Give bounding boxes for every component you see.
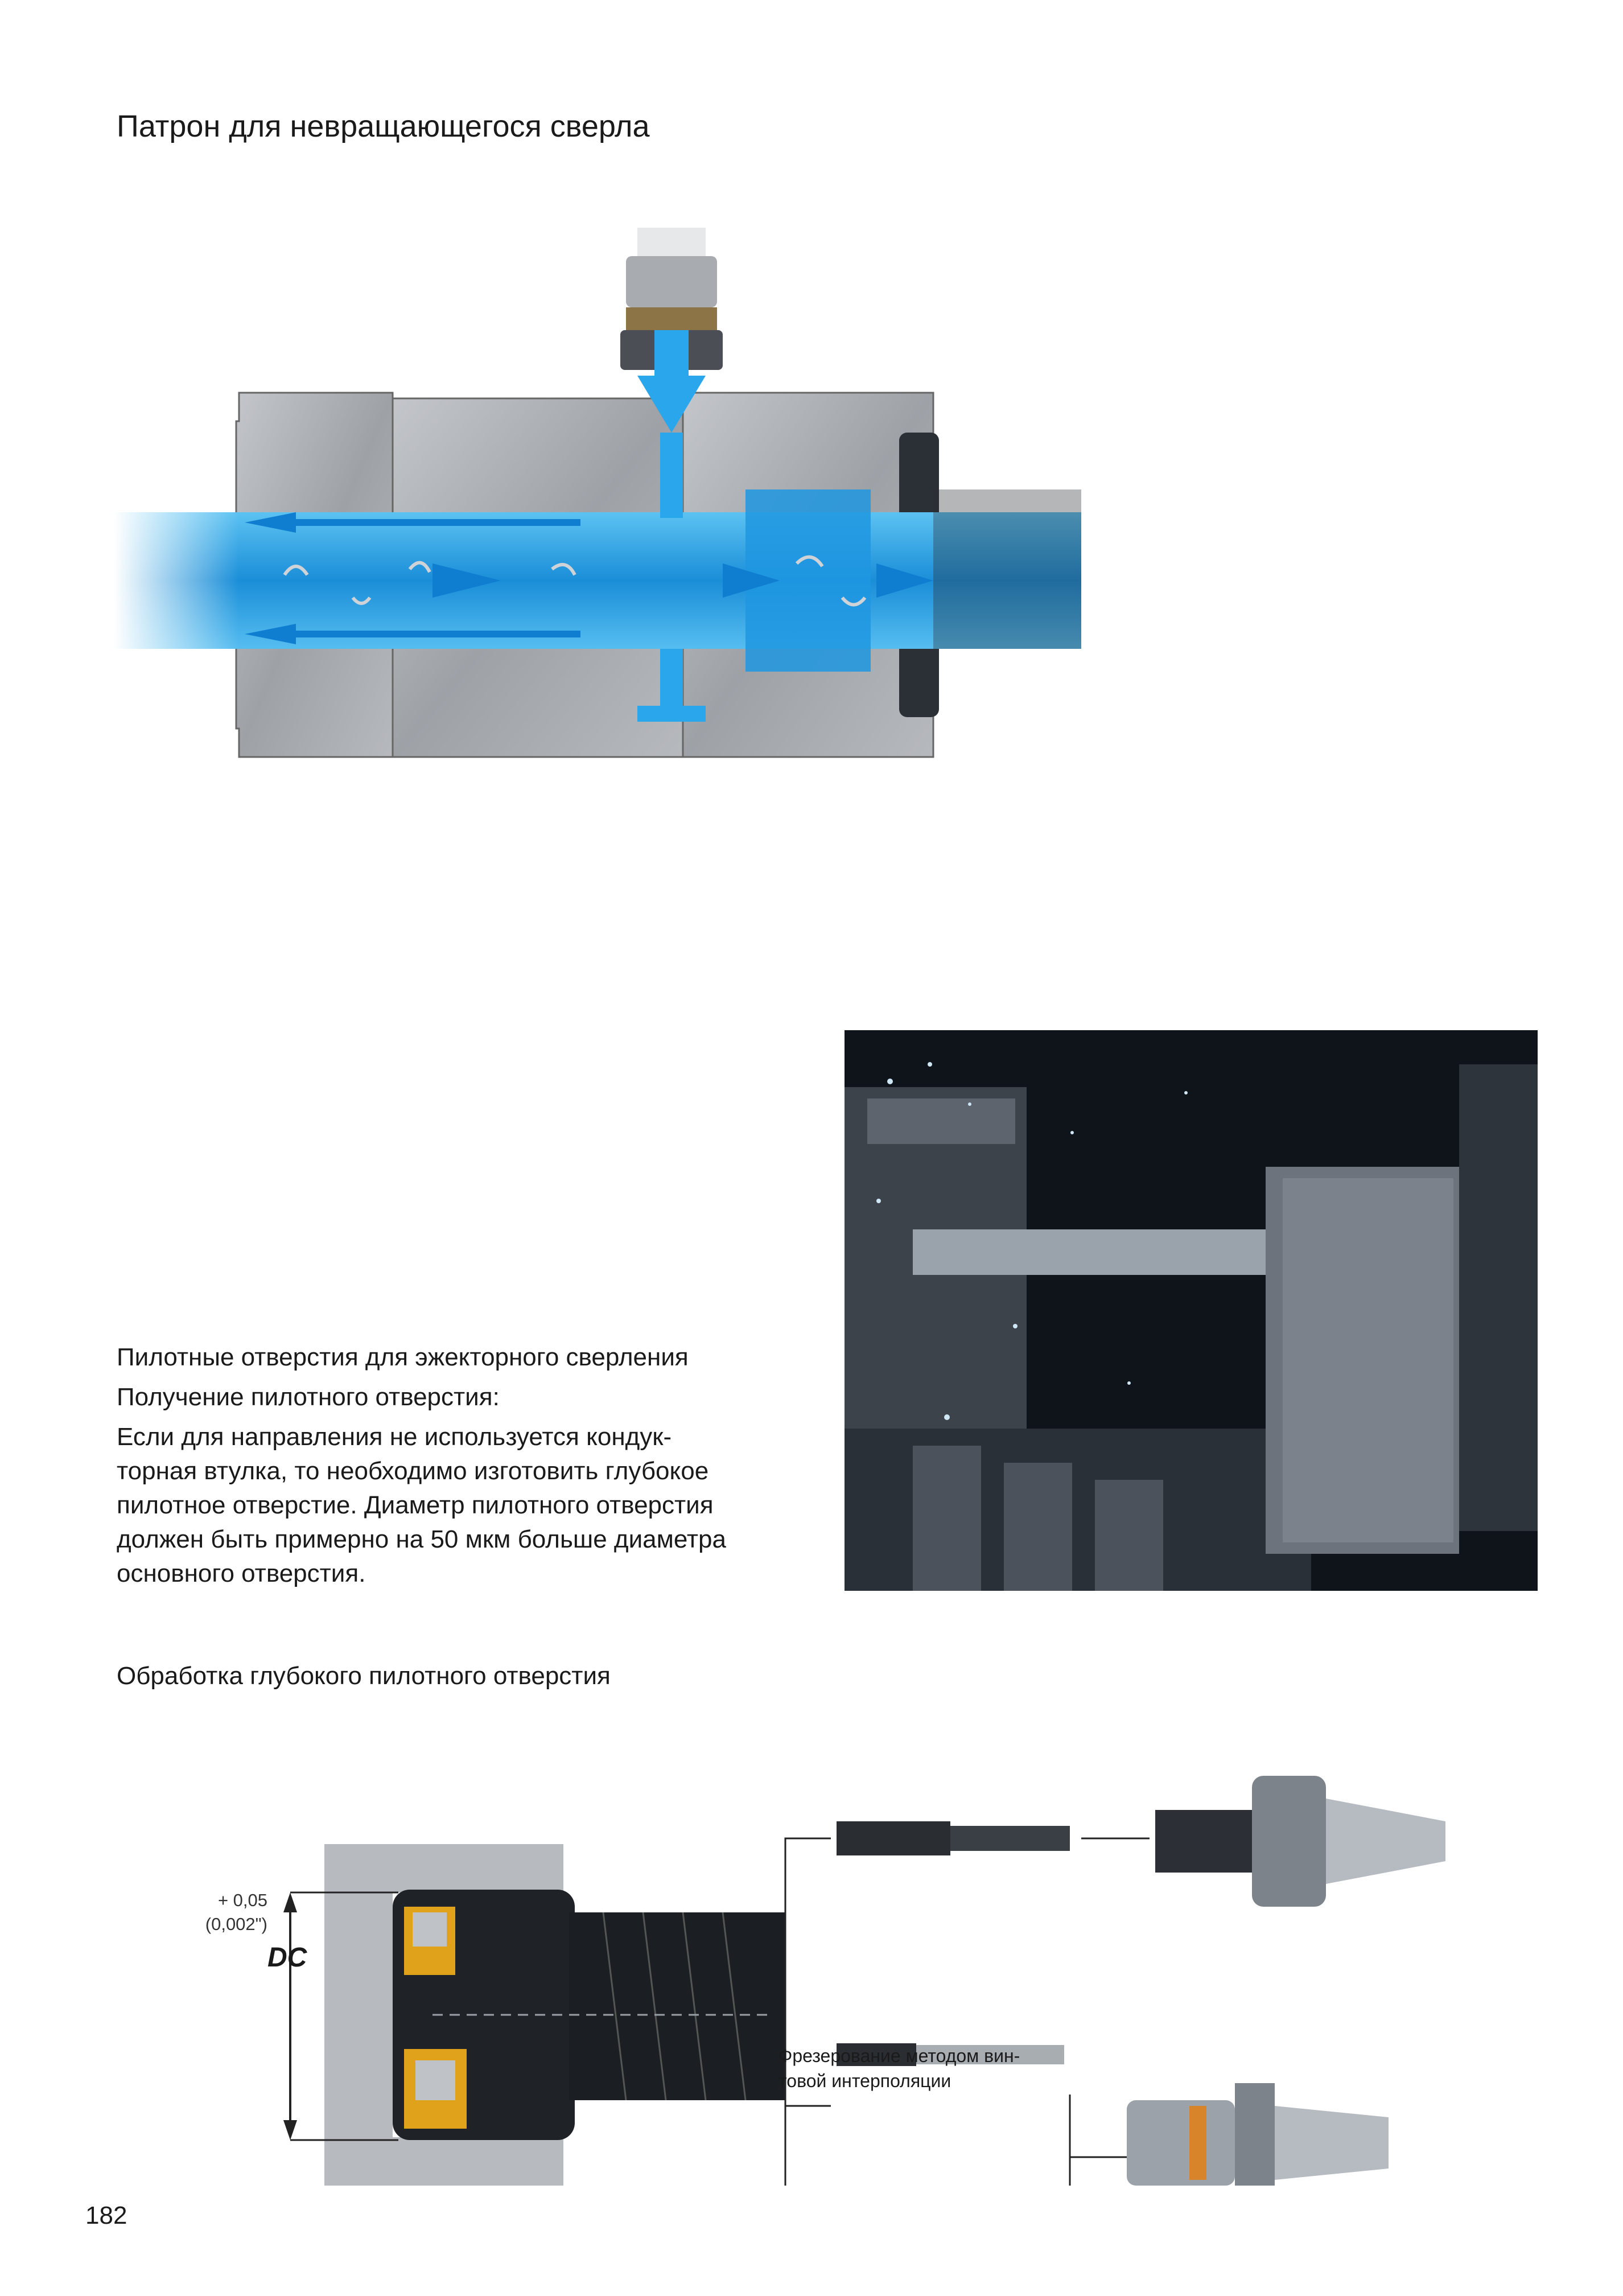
tolerance-value-inch: (0,002") [205,1914,267,1934]
deep-pilot-heading: Обработка глубокого пилотного отверстия [117,1662,611,1690]
page-number: 182 [85,2202,127,2229]
tolerance-label [171,1888,267,1936]
page-title: Патрон для невращающегося сверла [117,109,650,143]
tolerance-value: + 0,05 [217,1890,267,1910]
pilot-hole-subheading: Получение пилотного отверстия: [117,1383,500,1411]
ejector-drilling-photo [845,1030,1538,1591]
pilot-hole-body: Если для направления не используется кондук- торная втулка, то необходимо изготовить глубокое пилотное отверстие. Диаметр пилотного отверстия должен быть примерно на 50 мкм больше диаметра основного отверстия. [117,1423,726,1587]
chuck-cross-section-figure [114,228,1252,797]
pilot-holes-heading: Пилотные отверстия для эжекторного сверления [117,1343,689,1371]
dc-dimension-label: DC [267,1943,307,1973]
deep-pilot-tooling-figure [250,1742,1502,2186]
helical-interpolation-label: Фрезерование методом вин- товой интерполяции [778,2046,1020,2091]
